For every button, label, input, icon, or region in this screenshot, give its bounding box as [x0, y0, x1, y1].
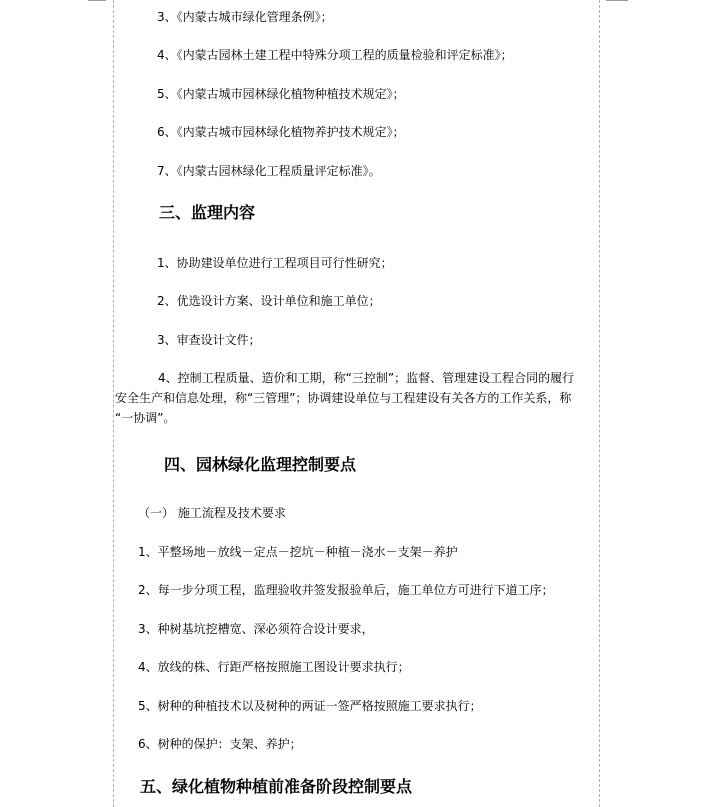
list-item: 3、审查设计文件；	[157, 333, 261, 347]
paragraph-line: “一协调”。	[115, 411, 176, 425]
section-heading: 四、园林绿化监理控制要点	[164, 455, 357, 474]
list-item: 3、种树基坑挖槽宽、深必须符合设计要求，	[138, 622, 374, 636]
list-item: 2、每一步分项工程，监理验收并签发报验单后，施工单位方可进行下道工序；	[138, 583, 554, 597]
paragraph	[115, 366, 599, 430]
paragraph-line: 安全生产和信息处理，称“三管理”；协调建设单位与工程建设有关各方的工作关系，称	[115, 391, 572, 405]
list-item: 4、放线的株、行距严格按照施工图设计要求执行；	[138, 660, 410, 674]
list-item: 5、《内蒙古城市园林绿化植物种植技术规定》；	[157, 87, 405, 101]
list-item: 2、优选设计方案、设计单位和施工单位；	[157, 294, 381, 308]
list-item: 7、《内蒙古园林绿化工程质量评定标准》。	[157, 164, 381, 178]
section-heading: 五、绿化植物种植前准备阶段控制要点	[140, 777, 413, 796]
margin-corner-mark-left	[88, 0, 106, 1]
list-item: 1、协助建设单位进行工程项目可行性研究；	[157, 256, 393, 270]
list-item: 4、《内蒙古园林土建工程中特殊分项工程的质量检验和评定标准》；	[157, 48, 513, 62]
margin-corner-mark-right	[606, 0, 628, 1]
list-item: 5、树种的种植技术以及树种的两证一签严格按照施工要求执行；	[138, 699, 482, 713]
list-item: 6、树种的保护：支架、养护；	[138, 737, 302, 751]
paragraph-line: 4、控制工程质量、造价和工期，称“三控制”；监督、管理建设工程合同的履行	[158, 371, 575, 385]
section-heading: 三、监理内容	[159, 203, 256, 222]
list-item: 6、《内蒙古城市园林绿化植物养护技术规定》；	[157, 125, 405, 139]
list-item: 3、《内蒙古城市绿化管理条例》；	[157, 10, 333, 24]
subsection-heading: （一） 施工流程及技术要求	[138, 506, 286, 520]
list-item: 1、平整场地－放线－定点－挖坑－种植－浇水－支架－养护	[138, 545, 458, 559]
